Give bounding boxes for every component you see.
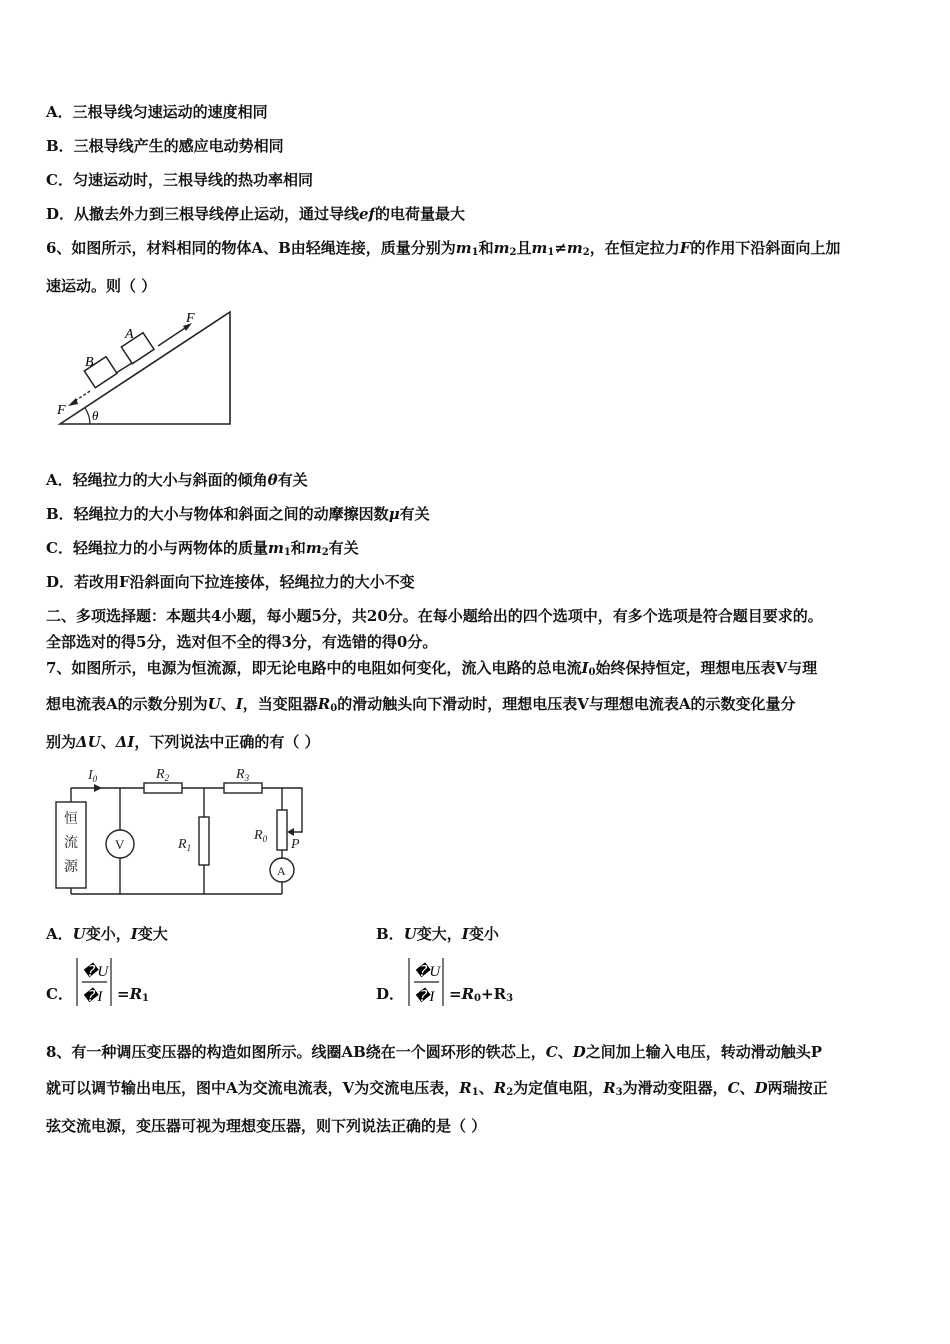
q5-option-b: B．三根导线产生的感应电动势相同 — [46, 137, 284, 155]
q7-option-b: B．U变大，I变小 — [376, 925, 499, 943]
q7-stem-line2: 想电流表A的示数分别为U、I，当变阻器$R_0$的滑动触头向下滑动时，理想电压表V与理想电流表A的示数变化量分 — [46, 695, 796, 714]
q7-option-c-rhs: $=R_1$ — [117, 985, 150, 1004]
source-char-1: 恒 — [64, 812, 78, 827]
label-p: P — [291, 837, 300, 852]
q5-option-d: D．从撤去外力到三根导线停止运动，通过导线ef的电荷量最大 — [46, 205, 466, 223]
label-b: B — [85, 355, 94, 370]
q7-option-d-rhs: $=R_0+R_3$ — [449, 985, 514, 1004]
q8-stem-line2: 就可以调节输出电压，图中A为交流电流表，V为交流电压表，$R_1$、$R_2$为定值电阻，$R_3$为滑动变阻器，C、D两瑞按正 — [46, 1079, 828, 1098]
ammeter-label: A — [277, 864, 286, 878]
q8-stem-line1: 8、有一种调压变压器的构造如图所示。线圈AB绕在一个圆环形的铁芯上，C、D之间加上输入电压，转动滑动触头P — [46, 1043, 823, 1061]
theta-arc — [85, 408, 90, 424]
q6-option-a: A．轻绳拉力的大小与斜面的倾角θ有关 — [46, 471, 308, 489]
q7-option-a: A．U变小，I变大 — [46, 925, 168, 943]
q7-d-numerator: �U — [414, 964, 441, 980]
incline-figure — [52, 306, 262, 430]
source-char-3: 源 — [64, 860, 78, 875]
rope — [116, 363, 132, 373]
q6-stem-line1: 6、如图所示，材料相同的物体A、B由轻绳连接，质量分别为$m_1$和$m_2$且$m_1\ne m_2$，在恒定拉力F的作用下沿斜面向上加 — [46, 239, 841, 258]
q6-option-d: D．若改用F沿斜面向下拉连接体，轻绳拉力的大小不变 — [46, 573, 415, 591]
q7-c-numerator: �U — [82, 964, 109, 980]
q6-option-b: B．轻绳拉力的大小与物体和斜面之间的动摩擦因数μ有关 — [46, 505, 430, 523]
q5-option-a: A．三根导线匀速运动的速度相同 — [46, 103, 268, 121]
q7-stem-line1: 7、如图所示，电源为恒流源，即无论电路中的电阻如何变化，流入电路的总电流$I_0$始终保持恒定，理想电压表V与理 — [46, 659, 818, 678]
label-f-bottom: F — [57, 403, 66, 418]
label-i0: $I_0$ — [88, 768, 98, 784]
resistor-r3 — [224, 783, 262, 793]
label-r0: $R_0$ — [254, 828, 268, 844]
q6-stem-line2: 速运动。则（ ） — [46, 277, 157, 295]
label-r1: $R_1$ — [178, 837, 192, 853]
section2-heading-line2: 全部选对的得5分，选对但不全的得3分，有选错的得0分。 — [46, 633, 438, 651]
rheostat-r0 — [277, 810, 287, 850]
q7-d-denominator: �I — [414, 989, 435, 1005]
q7-option-d-fraction — [406, 956, 446, 1008]
slider-arrow — [287, 828, 294, 836]
resistor-r2 — [144, 783, 182, 793]
resistor-r1 — [199, 817, 209, 865]
q7-option-c-fraction — [74, 956, 114, 1008]
circuit-figure — [54, 762, 314, 902]
q7-option-c-label: C． — [46, 985, 73, 1003]
voltmeter-label: V — [115, 837, 125, 852]
section2-heading-line1: 二、多项选择题：本题共4小题，每小题5分，共20分。在每小题给出的四个选项中，有多个选项是符合题目要求的。 — [46, 607, 823, 625]
label-r3: $R_3$ — [236, 767, 250, 783]
label-f-top: F — [186, 311, 195, 326]
label-theta: θ — [92, 408, 99, 423]
q7-c-denominator: �I — [82, 989, 103, 1005]
source-char-2: 流 — [64, 836, 78, 851]
label-r2: $R_2$ — [156, 767, 170, 783]
q7-stem-line3: 别为ΔU、ΔI，下列说法中正确的有（ ） — [46, 733, 320, 751]
i0-arrow — [94, 784, 102, 792]
q5-option-c: C．匀速运动时，三根导线的热功率相同 — [46, 171, 313, 189]
q7-option-d-label: D． — [376, 985, 405, 1003]
label-a: A — [125, 327, 134, 342]
q6-option-c: C．轻绳拉力的小与两物体的质量$m_1$和$m_2$有关 — [46, 539, 359, 558]
q8-stem-line3: 弦交流电源，变压器可视为理想变压器，则下列说法正确的是（ ） — [46, 1117, 487, 1135]
